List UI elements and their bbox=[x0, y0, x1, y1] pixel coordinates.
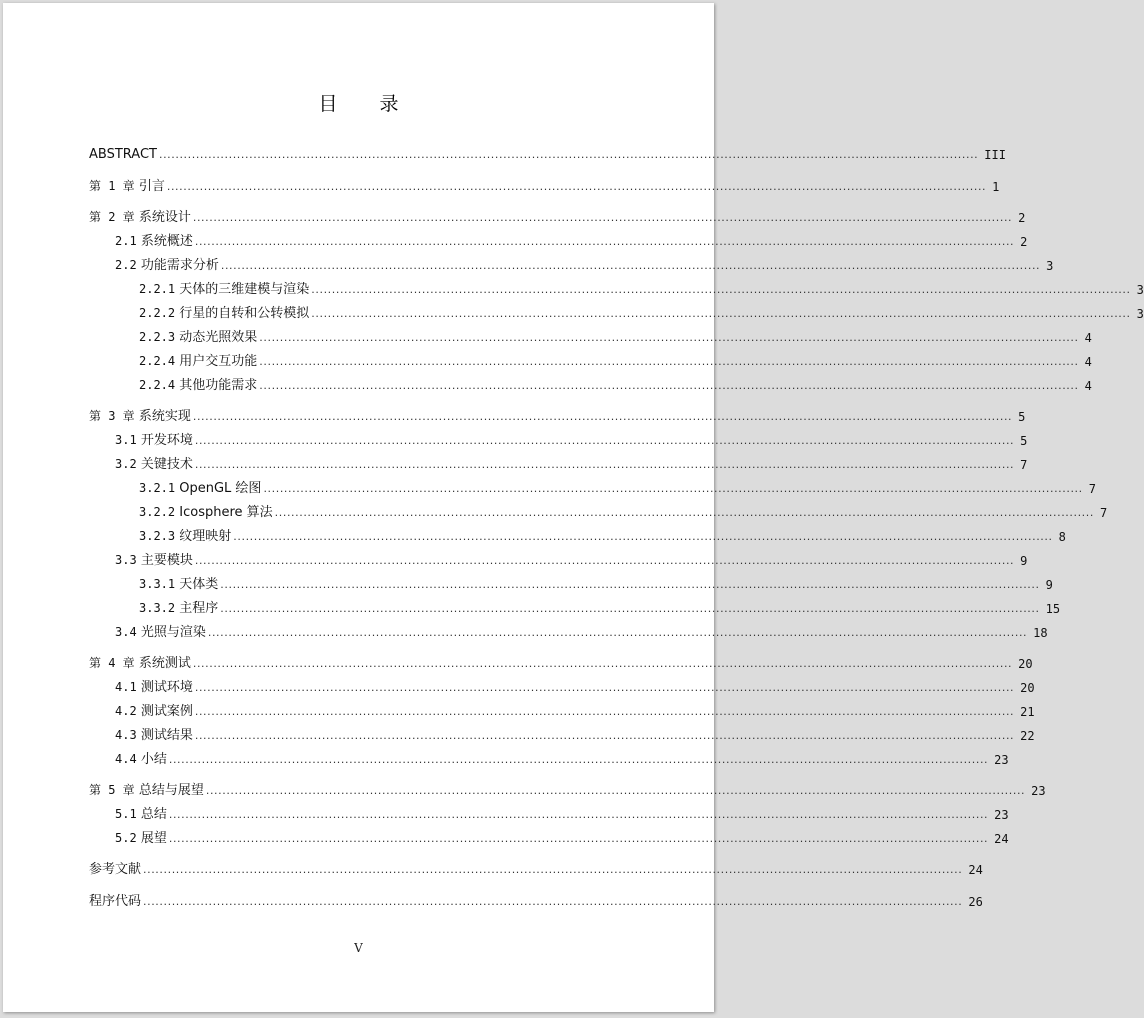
toc-entry-label bbox=[89, 782, 206, 799]
toc-entry[interactable] bbox=[115, 829, 1009, 847]
toc-entry[interactable] bbox=[89, 654, 1033, 672]
toc-entry-number: 第 3 章 bbox=[89, 409, 135, 423]
toc-leader-dots: ........................................................................................................................................................................................................ bbox=[158, 148, 979, 161]
toc-entry-label bbox=[89, 655, 193, 672]
toc-leader-dots: ........................................................................................................................................................................................................ bbox=[259, 331, 1079, 344]
toc-entry-text: 系统实现 bbox=[138, 409, 191, 424]
toc-leader-dots: ........................................................................................................................................................................................................ bbox=[194, 434, 1015, 447]
toc-entry-label bbox=[115, 679, 195, 696]
toc-entry[interactable] bbox=[139, 575, 1053, 593]
toc-entry[interactable] bbox=[139, 599, 1061, 617]
toc-entry-number: 2.2.3 bbox=[139, 330, 176, 344]
toc-entry-page: 1 bbox=[992, 180, 1000, 194]
toc-entry[interactable] bbox=[115, 232, 1028, 250]
toc-entry-label bbox=[89, 178, 167, 195]
toc-entry-number: 2.2.1 bbox=[139, 282, 176, 296]
toc-entry-number: 3.4 bbox=[115, 625, 137, 639]
toc-entry-number: 第 4 章 bbox=[89, 656, 135, 670]
toc-entry[interactable] bbox=[115, 726, 1035, 744]
toc-entry[interactable] bbox=[115, 805, 1009, 823]
toc-leader-dots: ........................................................................................................................................................................................................ bbox=[311, 307, 1131, 320]
toc-entry-page: 18 bbox=[1033, 626, 1048, 640]
toc-entry-label bbox=[115, 432, 195, 449]
toc-entry-page: 7 bbox=[1088, 482, 1096, 496]
toc-leader-dots: ........................................................................................................................................................................................................ bbox=[194, 729, 1015, 742]
toc-entry-page: 4 bbox=[1084, 379, 1092, 393]
toc-entry-page: 2 bbox=[1018, 211, 1026, 225]
toc-entry-text: 主程序 bbox=[179, 601, 219, 616]
toc-entry-number: 2.2.4 bbox=[139, 378, 176, 392]
toc-entry-page: 26 bbox=[968, 895, 983, 909]
toc-entry-label bbox=[89, 862, 143, 878]
toc-leader-dots: ........................................................................................................................................................................................................ bbox=[192, 657, 1013, 670]
toc-entry-label bbox=[115, 751, 169, 768]
toc-entry[interactable] bbox=[115, 750, 1009, 768]
toc-entry-text: 主要模块 bbox=[140, 553, 193, 568]
toc-entry-label bbox=[139, 480, 263, 497]
toc-entry[interactable] bbox=[139, 479, 1096, 497]
toc-entry-page: 21 bbox=[1020, 705, 1035, 719]
toc-entry[interactable] bbox=[115, 623, 1048, 641]
toc-entry-label bbox=[115, 830, 169, 847]
toc-entry-label bbox=[139, 576, 220, 593]
toc-entry-label bbox=[115, 552, 195, 569]
toc-entry[interactable] bbox=[139, 280, 1144, 298]
toc-entry-page: 24 bbox=[994, 832, 1009, 846]
toc-entry-label bbox=[139, 377, 259, 394]
toc-entry-page: 7 bbox=[1099, 506, 1108, 520]
toc-entry-number: 2.2.4 bbox=[139, 354, 176, 368]
toc-entry-text: 测试案例 bbox=[140, 704, 193, 719]
toc-entry-number: 第 5 章 bbox=[89, 783, 135, 797]
toc-entry-number: 5.2 bbox=[115, 831, 137, 845]
toc-entry-number: 3.3 bbox=[115, 553, 137, 567]
toc-entry-page: 9 bbox=[1020, 554, 1028, 568]
toc-leader-dots: ........................................................................................................................................................................................................ bbox=[220, 578, 1040, 591]
toc-entry-label bbox=[115, 257, 221, 274]
toc-entry-number: 第 2 章 bbox=[89, 210, 135, 224]
toc-entry-page: III bbox=[984, 148, 1006, 162]
toc-entry-number: 3.2.2 bbox=[139, 505, 176, 519]
toc-entry-text: 小结 bbox=[140, 752, 167, 767]
toc-entry-number: 3.1 bbox=[115, 433, 137, 447]
toc-entry-number: 2.2 bbox=[115, 258, 137, 272]
toc-leader-dots: ........................................................................................................................................................................................................ bbox=[168, 832, 989, 845]
toc-entry[interactable] bbox=[89, 860, 983, 878]
toc-entry-text: 系统概述 bbox=[140, 234, 193, 249]
toc-entry-text: 引言 bbox=[138, 179, 165, 194]
toc-entry-text: 系统设计 bbox=[138, 210, 191, 225]
toc-entry-label bbox=[115, 456, 195, 473]
toc-entry[interactable] bbox=[139, 376, 1092, 394]
toc-leader-dots: ........................................................................................................................................................................................................ bbox=[192, 410, 1013, 423]
toc-entry-text: 总结与展望 bbox=[138, 783, 204, 798]
toc-entry-page: 15 bbox=[1045, 602, 1061, 616]
toc-leader-dots: ........................................................................................................................................................................................................ bbox=[168, 753, 989, 766]
toc-entry-number: 3.3.1 bbox=[139, 577, 176, 591]
toc-entry-label bbox=[89, 209, 193, 226]
toc-entry-page: 3 bbox=[1136, 283, 1144, 297]
toc-entry[interactable] bbox=[115, 256, 1054, 274]
toc-entry-label bbox=[139, 504, 275, 521]
toc-entry[interactable] bbox=[89, 145, 1006, 163]
toc-leader-dots: ........................................................................................................................................................................................................ bbox=[168, 808, 989, 821]
toc-entry-page: 5 bbox=[1020, 434, 1028, 448]
toc-entry-number: 5.1 bbox=[115, 807, 137, 821]
document-page bbox=[3, 3, 1144, 1012]
toc-entry-page: 8 bbox=[1058, 530, 1066, 544]
toc-entry-number: 2.2.2 bbox=[139, 306, 176, 320]
toc-leader-dots: ........................................................................................................................................................................................................ bbox=[259, 355, 1079, 368]
toc-entry-page: 24 bbox=[968, 863, 983, 877]
toc-entry-text: 参考文献 bbox=[89, 862, 142, 877]
toc-leader-dots: ........................................................................................................................................................................................................ bbox=[220, 259, 1041, 272]
toc-entry-label bbox=[139, 600, 220, 617]
toc-entry-number: 第 1 章 bbox=[89, 179, 135, 193]
toc-entry[interactable] bbox=[89, 781, 1046, 799]
toc-entry[interactable] bbox=[139, 527, 1066, 545]
toc-entry-text: 功能需求分析 bbox=[140, 258, 219, 273]
toc-entry[interactable] bbox=[139, 304, 1144, 322]
toc-entry-number: 4.4 bbox=[115, 752, 137, 766]
toc-leader-dots: ........................................................................................................................................................................................................ bbox=[143, 895, 963, 908]
toc-entry-page: 23 bbox=[994, 753, 1009, 767]
toc-entry-text: 天体的三维建模与渲染 bbox=[179, 282, 310, 297]
toc-leader-dots: ........................................................................................................................................................................................................ bbox=[233, 530, 1053, 543]
toc-leader-dots: ........................................................................................................................................................................................................ bbox=[274, 506, 1094, 519]
toc-leader-dots: ........................................................................................................................................................................................................ bbox=[194, 554, 1015, 567]
toc-entry-number: 3.2.1 bbox=[139, 481, 176, 495]
table-of-contents bbox=[3, 3, 1144, 1012]
toc-leader-dots: ........................................................................................................................................................................................................ bbox=[205, 784, 1026, 797]
toc-entry-page: 4 bbox=[1084, 331, 1092, 345]
toc-entry[interactable] bbox=[139, 328, 1092, 346]
toc-title: 目 录 bbox=[318, 93, 417, 115]
toc-entry-text: 用户交互功能 bbox=[179, 354, 258, 369]
toc-entry[interactable] bbox=[89, 892, 983, 910]
toc-entry[interactable] bbox=[115, 455, 1028, 473]
toc-entry-text: OpenGL 绘图 bbox=[179, 481, 262, 496]
toc-entry-page: 5 bbox=[1018, 410, 1026, 424]
toc-entry-text: ABSTRACT bbox=[89, 147, 157, 162]
toc-entry-page: 22 bbox=[1020, 729, 1035, 743]
toc-entry-text: 系统测试 bbox=[138, 656, 191, 671]
toc-entry-page: 9 bbox=[1045, 578, 1053, 592]
toc-entry-label bbox=[139, 305, 311, 322]
toc-leader-dots: ........................................................................................................................................................................................................ bbox=[194, 458, 1015, 471]
toc-entry[interactable] bbox=[115, 702, 1035, 720]
toc-entry-label bbox=[139, 353, 259, 370]
toc-entry-text: 测试结果 bbox=[140, 728, 193, 743]
toc-entry-label bbox=[115, 624, 208, 641]
toc-entry-text: 关键技术 bbox=[140, 457, 193, 472]
toc-entry-text: Icosphere 算法 bbox=[179, 505, 273, 520]
toc-entry-page: 3 bbox=[1046, 259, 1054, 273]
toc-entry-text: 开发环境 bbox=[140, 433, 193, 448]
toc-entry[interactable] bbox=[89, 208, 1026, 226]
toc-entry-page: 3 bbox=[1136, 307, 1144, 321]
toc-entry-text: 纹理映射 bbox=[179, 529, 232, 544]
toc-entry-label bbox=[139, 329, 259, 346]
toc-entry-number: 2.1 bbox=[115, 234, 137, 248]
toc-entry-text: 测试环境 bbox=[140, 680, 193, 695]
toc-entry[interactable] bbox=[115, 678, 1035, 696]
toc-entry[interactable] bbox=[115, 431, 1028, 449]
page-number: V bbox=[354, 941, 363, 955]
toc-leader-dots: ........................................................................................................................................................................................................ bbox=[263, 482, 1083, 495]
toc-entry-label bbox=[89, 147, 159, 163]
toc-entry-label bbox=[115, 806, 169, 823]
toc-entry-number: 4.3 bbox=[115, 728, 137, 742]
toc-entry-text: 总结 bbox=[140, 807, 167, 822]
toc-leader-dots: ........................................................................................................................................................................................................ bbox=[220, 602, 1040, 615]
toc-leader-dots: ........................................................................................................................................................................................................ bbox=[259, 379, 1079, 392]
toc-entry-page: 7 bbox=[1020, 458, 1028, 472]
toc-leader-dots: ........................................................................................................................................................................................................ bbox=[194, 235, 1015, 248]
toc-entry-text: 光照与渲染 bbox=[140, 625, 206, 640]
toc-entry-text: 程序代码 bbox=[89, 894, 142, 909]
toc-entry-label bbox=[89, 408, 193, 425]
toc-entry-label bbox=[115, 703, 195, 720]
toc-entry-page: 23 bbox=[1031, 784, 1046, 798]
toc-entry-page: 20 bbox=[1018, 657, 1033, 671]
toc-entry[interactable] bbox=[139, 352, 1092, 370]
toc-leader-dots: ........................................................................................................................................................................................................ bbox=[166, 180, 987, 193]
toc-entry-label bbox=[89, 894, 143, 910]
toc-entry-number: 3.2 bbox=[115, 457, 137, 471]
toc-leader-dots: ........................................................................................................................................................................................................ bbox=[192, 211, 1013, 224]
toc-entry-page: 2 bbox=[1020, 235, 1028, 249]
toc-entry-label bbox=[139, 528, 233, 545]
toc-entry[interactable] bbox=[115, 551, 1028, 569]
toc-leader-dots: ........................................................................................................................................................................................................ bbox=[143, 863, 963, 876]
toc-entry-text: 行星的自转和公转模拟 bbox=[179, 306, 310, 321]
toc-entry[interactable] bbox=[139, 503, 1108, 521]
toc-entry-label bbox=[139, 281, 311, 298]
toc-leader-dots: ........................................................................................................................................................................................................ bbox=[194, 681, 1015, 694]
toc-entry-text: 天体类 bbox=[179, 577, 219, 592]
toc-entry-page: 23 bbox=[994, 808, 1009, 822]
toc-entry-number: 3.3.2 bbox=[139, 601, 176, 615]
toc-leader-dots: ........................................................................................................................................................................................................ bbox=[207, 626, 1028, 639]
toc-entry[interactable] bbox=[89, 407, 1026, 425]
toc-entry-page: 4 bbox=[1084, 355, 1092, 369]
toc-entry-number: 3.2.3 bbox=[139, 529, 176, 543]
toc-entry-text: 动态光照效果 bbox=[179, 330, 258, 345]
toc-entry-number: 4.1 bbox=[115, 680, 137, 694]
toc-entry-text: 其他功能需求 bbox=[179, 378, 258, 393]
toc-entry-label bbox=[115, 233, 195, 250]
toc-leader-dots: ........................................................................................................................................................................................................ bbox=[311, 283, 1131, 296]
toc-entry-label bbox=[115, 727, 195, 744]
toc-entry[interactable] bbox=[89, 177, 1000, 195]
toc-entry-page: 20 bbox=[1020, 681, 1035, 695]
toc-leader-dots: ........................................................................................................................................................................................................ bbox=[194, 705, 1015, 718]
toc-entry-text: 展望 bbox=[140, 831, 167, 846]
toc-entry-number: 4.2 bbox=[115, 704, 137, 718]
